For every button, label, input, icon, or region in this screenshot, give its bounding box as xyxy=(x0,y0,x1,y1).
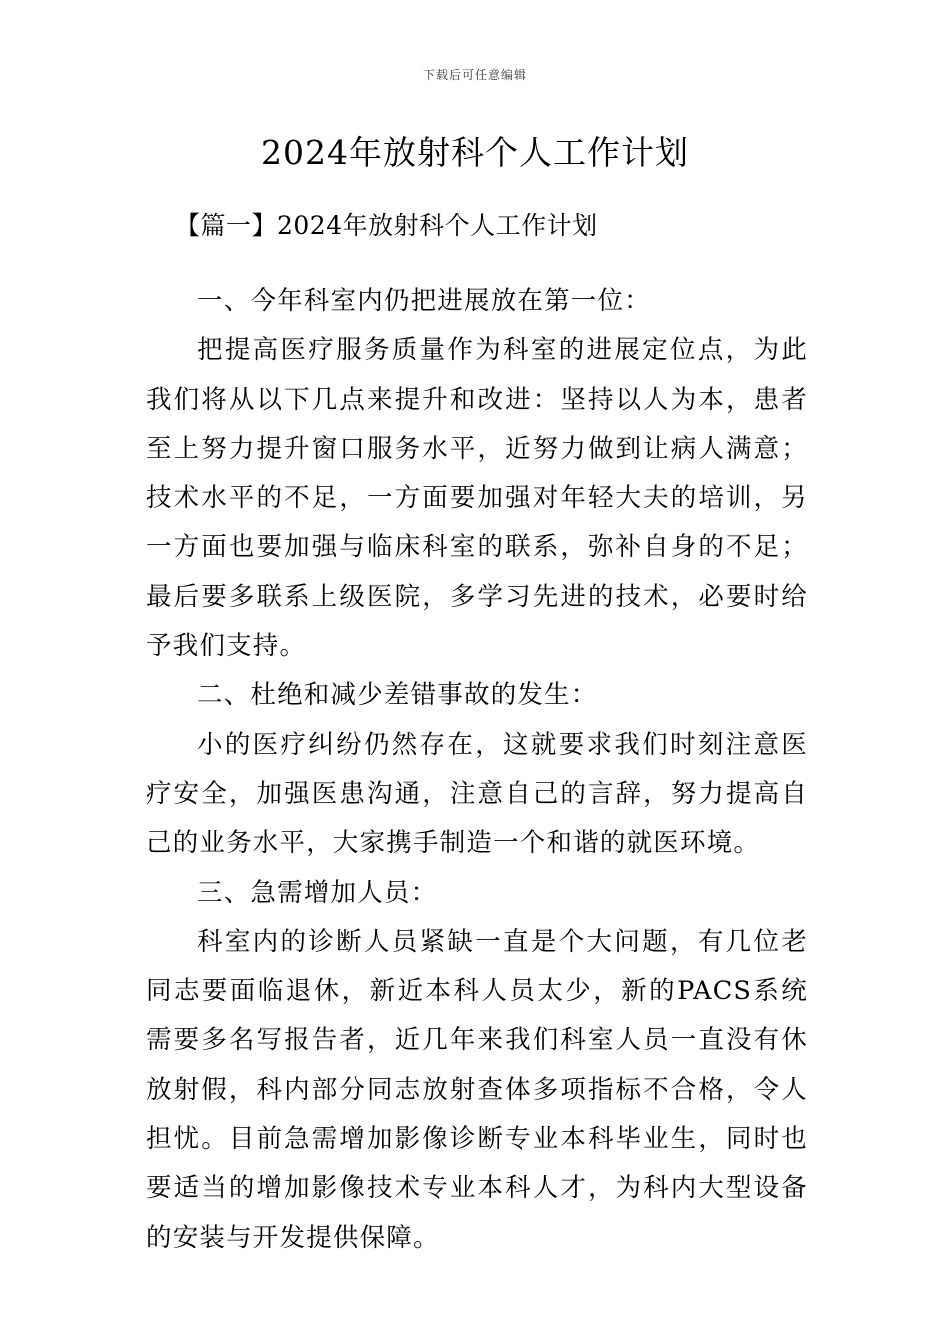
section-title: 【篇一】2024年放射科个人工作计划 xyxy=(175,211,598,240)
paragraph-1: 把提高医疗服务质量作为科室的进展定位点，为此我们将从以下几点来提升和改进：坚持以人为本，患者至上努力提升窗口服务水平，近努力做到让病人满意；技术水平的不足，一方面要加强对年轻大夫的培训，另一方面也要加强与临床科室的联系，弥补自身的不足；最后要多联系上级医院，多学习先进的技术，必要时给予我们支持。 xyxy=(146,335,808,662)
header-note: 下载后可任意编辑 xyxy=(422,68,527,82)
heading-3: 三、急需增加人员： xyxy=(197,877,438,908)
paragraph-2: 小的医疗纠纷仍然存在，这就要求我们时刻注意医疗安全，加强医患沟通，注意自己的言辞，努力提高自己的业务水平，大家携手制造一个和谐的就医环境。 xyxy=(146,729,808,859)
paragraph-3: 科室内的诊断人员紧缺一直是个大问题，有几位老同志要面临退休，新近本科人员太少，新的PACS系统需要多名写报告者，近几年来我们科室人员一直没有休放射假，科内部分同志放射查体多项指标不合格，令人担忧。目前急需增加影像诊断专业本科毕业生，同时也要适当的增加影像技术专业本科人才，为科内大型设备的安装与开发提供保障。 xyxy=(146,926,808,1253)
document-title: 2024年放射科个人工作计划 xyxy=(261,133,689,172)
heading-2: 二、杜绝和减少差错事故的发生： xyxy=(197,680,598,711)
heading-1: 一、今年科室内仍把进展放在第一位： xyxy=(197,286,651,316)
document-body xyxy=(146,277,808,1263)
